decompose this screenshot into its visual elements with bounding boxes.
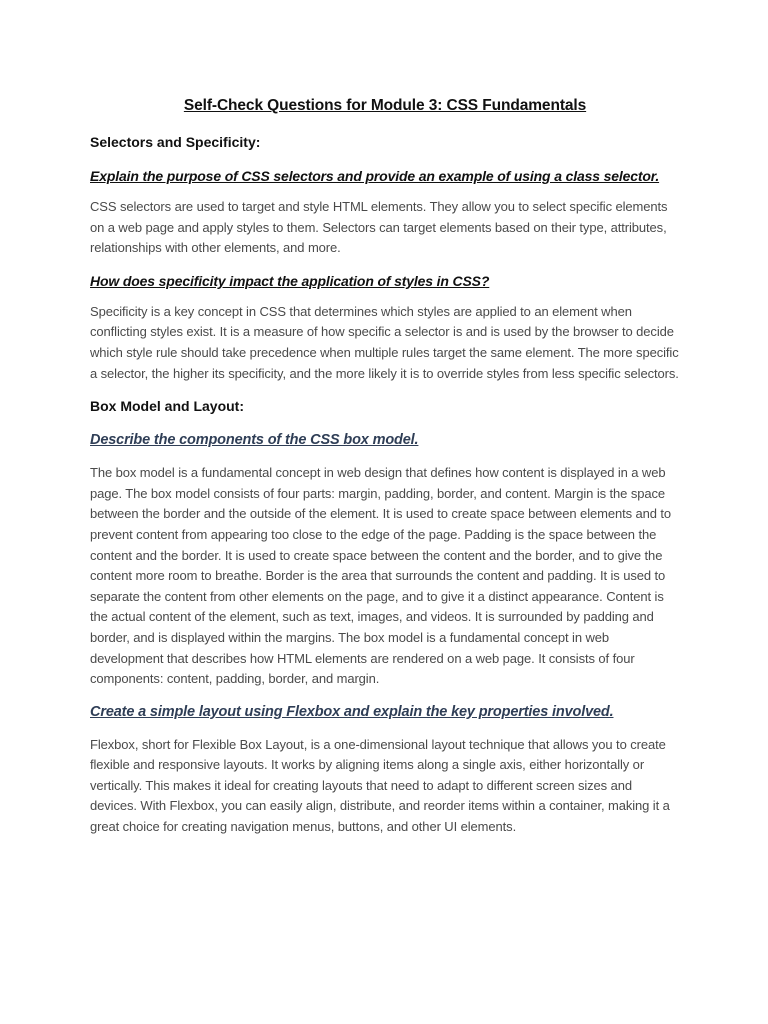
page-title: Self-Check Questions for Module 3: CSS Fundamentals [183, 97, 587, 114]
section-heading-selectors: Selectors and Specificity: [90, 134, 261, 150]
section-heading-box-model: Box Model and Layout: [90, 398, 244, 415]
question-box-model: Describe the components of the CSS box model. [90, 432, 419, 449]
answer-box-model: The box model is a fundamental concept in web design that defines how content is displayed in a web page. The box model consists of four parts: margin, padding, border, and content. Margin is the space between the border and the outside of the element. It is used to create space between elements and to prevent content from appearing too close to the edge of the page. Padding is the space between the content and the border. It is used to create space between the content and the border, and to give the content more room to breathe. Border is the area that surrounds the content and padding. It is used to separate the content from other elements on the page, and to give it a distinct appearance. Content is the actual content of the element, such as text, images, and videos. It is surrounded by padding and border, and is displayed within the margins. The box model is a fundamental concept in web development that describes how HTML elements are rendered on a web page. It consists of four components: content, padding, border, and margin. [90, 465, 672, 687]
document-page [90, 96, 680, 850]
question-css-selectors: Explain the purpose of CSS selectors and provide an example of using a class selector. [90, 168, 660, 184]
question-flexbox: Create a simple layout using Flexbox and explain the key properties involved. [90, 703, 614, 720]
answer-css-selectors: CSS selectors are used to target and style HTML elements. They allow you to select specific elements on a web page and apply styles to them. Selectors can target elements based on their type, attributes, relationships with other elements, and more. [90, 199, 668, 256]
answer-flexbox: Flexbox, short for Flexible Box Layout, is a one-dimensional layout technique that allows you to create flexible and responsive layouts. It works by aligning items along a single axis, either horizontally or vertically. This makes it ideal for creating layouts that need to adapt to different screen sizes and devices. With Flexbox, you can easily align, distribute, and reorder items within a container, making it a great choice for creating navigation menus, buttons, and other UI elements. [90, 736, 670, 835]
question-specificity: How does specificity impact the application of styles in CSS? [90, 272, 490, 289]
answer-specificity: Specificity is a key concept in CSS that determines which styles are applied to an element when conflicting styles exist. It is a measure of how specific a selector is and is used by the browser to decide which style rule should take precedence when multiple rules target the same element. The more specific a selector, the higher its specificity, and the more likely it is to override styles from less specific selectors. [90, 303, 679, 381]
